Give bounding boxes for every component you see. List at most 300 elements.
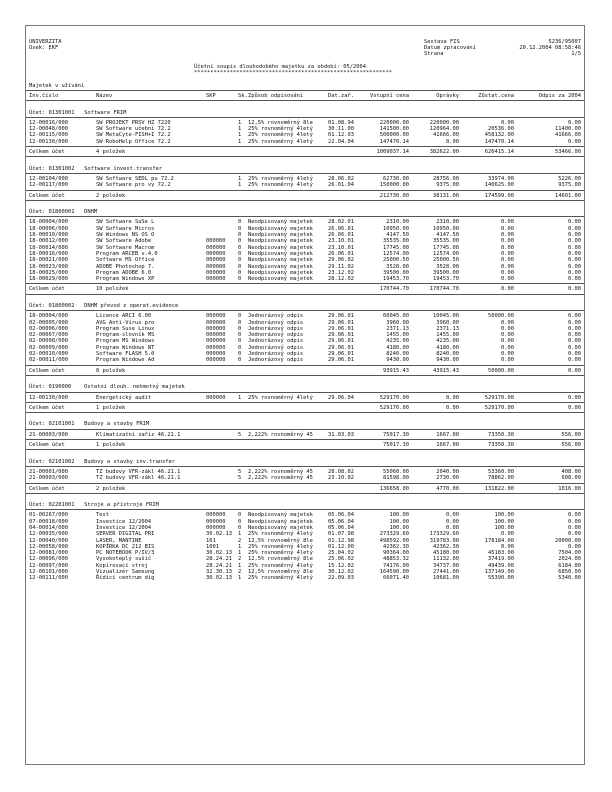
rule [26, 117, 584, 118]
cell: Celkem účet [29, 149, 65, 156]
cell: 0 [238, 238, 242, 245]
sestava-value: 5236/95007 [548, 38, 581, 45]
cell: 1 [238, 175, 242, 182]
cell: 4 položek [96, 149, 126, 156]
cell: 0.00 [501, 250, 514, 257]
cell: 000000 [206, 351, 226, 358]
cell: 12574.00 [383, 250, 409, 257]
cell: Celkem účet [29, 485, 65, 492]
cell: 2371.13 [436, 325, 459, 332]
cell: 1 [238, 138, 242, 145]
cell: 498592.00 [379, 537, 409, 544]
cell: 19453.70 [383, 276, 409, 283]
rule [26, 283, 584, 284]
cell: 1 [238, 575, 242, 582]
cell: 0 [238, 244, 242, 251]
cell: 12-00130/000 [29, 394, 68, 401]
column-header: Dat.zař. [328, 92, 354, 99]
cell: 05.06.04 [328, 525, 354, 531]
cell: 170744.70 [379, 286, 409, 293]
rule [26, 365, 584, 366]
cell: 3528.00 [436, 263, 459, 270]
column-header: Odpis za 2004 [538, 92, 581, 99]
cell: 29.06.02 [328, 257, 354, 264]
cell: 000000 [206, 257, 226, 264]
cell: 9375.00 [436, 182, 459, 189]
cell: 1455.00 [436, 332, 459, 339]
cell: 100.00 [494, 512, 514, 519]
rule [26, 449, 584, 450]
cell: 500000.00 [379, 132, 409, 139]
cell: 18-00004/000 [29, 313, 68, 320]
cell: 0 [238, 338, 242, 345]
cell: 136658.00 [379, 485, 409, 492]
cell: Vizualizér Samsung [96, 569, 155, 576]
cell: Jednorázový odpis [248, 338, 304, 345]
cell: 000000 [206, 332, 226, 339]
cell: 0 [238, 269, 242, 276]
cell: PC NOTEBOOK P/IV/3 [96, 550, 155, 557]
cell: 18-00016/000 [29, 250, 68, 257]
cell: Neodpisovaný majetek [248, 238, 313, 245]
cell: 2 položek [96, 192, 126, 199]
cell: 0.00 [568, 332, 581, 339]
table-row [26, 357, 584, 363]
cell: 0.00 [501, 238, 514, 245]
cell: 8 položek [96, 367, 126, 374]
cell: 4180.00 [386, 344, 409, 351]
cell: 608.00 [561, 475, 581, 482]
table-row [26, 182, 584, 188]
cell: 10681.00 [433, 575, 459, 582]
cell: 0.00 [568, 263, 581, 270]
cell: 1 [238, 182, 242, 189]
cell: 0.00 [568, 394, 581, 401]
cell: 12-00096/000 [29, 556, 68, 563]
cell: 25% rovnoměrný 4letý [248, 126, 313, 133]
cell: 12-00035/000 [29, 531, 68, 538]
cell: 556.00 [561, 431, 581, 438]
cell: 5226.00 [558, 175, 581, 182]
cell: 173329.60 [429, 531, 459, 538]
cell: 8240.00 [436, 351, 459, 358]
cell: 000000 [206, 338, 226, 345]
rule [26, 412, 584, 413]
cell: 120964.00 [429, 126, 459, 133]
cell: 178184.00 [484, 537, 514, 544]
cell: 0.00 [568, 518, 581, 525]
cell: 0.00 [568, 325, 581, 332]
rule [26, 100, 584, 101]
cell: 60045.00 [383, 313, 409, 320]
column-header: Způsob odpisování [248, 92, 304, 99]
cell: Investice 12/2004 [96, 525, 152, 531]
cell: 12-00117/000 [29, 182, 68, 189]
cell: Celkem účet [29, 442, 65, 449]
cell: Neodpisovaný majetek [248, 269, 313, 276]
account-title: Účet: 01301001 Software FRIM [29, 109, 127, 116]
account-title: Účet: 01800002 DNHM převod z operat.evidence [29, 302, 179, 309]
cell: Program MS Windows [96, 338, 155, 345]
cell: 0.00 [446, 518, 459, 525]
cell: Vysokoteplý sušič [96, 556, 152, 563]
cell: 3960.00 [386, 319, 409, 326]
cell: 28.24.21 [206, 556, 232, 563]
cell: 147470.14 [484, 138, 514, 145]
cell: 12,5% rovnoměrný 8le [248, 569, 313, 576]
cell: 02-00010/000 [29, 351, 68, 358]
cell: 0 [238, 232, 242, 239]
cell: Kopírovací stroj [96, 562, 148, 569]
cell: 2310.00 [386, 219, 409, 226]
account-title: Účet: 01800001 DNHM [29, 209, 98, 216]
cell: 15.12.02 [328, 562, 354, 569]
cell: 000000 [206, 518, 226, 525]
cell: 25% rovnoměrný 4letý [248, 182, 313, 189]
cell: 45183.00 [488, 550, 514, 557]
cell: Celkem účet [29, 192, 65, 199]
cell: 28.24.21 [206, 562, 232, 569]
cell: 0.00 [501, 531, 514, 538]
cell: 0 [238, 219, 242, 226]
table-row [26, 139, 584, 145]
cell: 0 [238, 344, 242, 351]
cell: 25000.50 [433, 257, 459, 264]
report-body [26, 39, 584, 582]
cell: 73350.30 [488, 431, 514, 438]
cell: Test [96, 512, 109, 519]
cell: 30.02.13 [206, 531, 232, 538]
cell: 000000 [206, 319, 226, 326]
cell: 48853.32 [383, 556, 409, 563]
cell: 9430.00 [436, 357, 459, 364]
rule [26, 146, 584, 147]
cell: 25000.50 [383, 257, 409, 264]
cell: Program ARCEB v.4.0 [96, 250, 158, 257]
cell: Klimatizační zaříz 46.21.1 [96, 431, 181, 438]
table-row [26, 276, 584, 282]
cell: 43915.43 [433, 367, 459, 374]
cell: 2,222% rovnoměrný 45 [248, 431, 313, 438]
cell: 02-00007/000 [29, 332, 68, 339]
cell: 1455.00 [386, 332, 409, 339]
rule [26, 90, 584, 91]
strana-label: Strana [424, 51, 444, 58]
cell: 000000 [206, 276, 226, 283]
cell: 21-00003/000 [29, 475, 68, 482]
cell: 29.11.02 [328, 263, 354, 270]
section-title: Majetek v užívání [29, 82, 85, 89]
cell: 0 [238, 332, 242, 339]
cell: SW Software SuSe L [96, 219, 155, 226]
cell: 2,222% rovnoměrný 45 [248, 468, 313, 475]
cell: 0.00 [568, 138, 581, 145]
cell: 22.09.03 [328, 575, 354, 582]
cell: Neodpisovaný majetek [248, 232, 313, 239]
cell: 0 [238, 250, 242, 257]
cell: 29.06.01 [328, 357, 354, 364]
cell: 1001 [206, 543, 219, 550]
cell: 0.00 [568, 257, 581, 264]
cell: 000000 [206, 512, 226, 519]
cell: Neodpisovaný majetek [248, 257, 313, 264]
cell: 35535.00 [383, 238, 409, 245]
cell: 28756.00 [433, 175, 459, 182]
column-header: Název [96, 92, 113, 99]
table-row [26, 395, 584, 401]
cell: 0.00 [568, 338, 581, 345]
cell: 0.00 [501, 232, 514, 239]
cell: 05.06.04 [328, 518, 354, 525]
cell: 38131.00 [433, 192, 459, 199]
column-header-row [26, 93, 584, 99]
cell: 174599.00 [484, 192, 514, 199]
cell: 18-00023/000 [29, 263, 68, 270]
cell: 10 položek [96, 286, 129, 293]
cell: 2 [238, 569, 242, 576]
header-row [26, 83, 584, 89]
cell: Energetický audit [96, 394, 152, 401]
cell: 12-00115/000 [29, 132, 68, 139]
cell: 12-00081/000 [29, 550, 68, 557]
cell: 4235.00 [386, 338, 409, 345]
cell: 28.02.01 [328, 219, 354, 226]
cell: 0 [238, 225, 242, 232]
unit-name: Úsek: EKF [29, 44, 59, 51]
cell: 28.12.02 [328, 276, 354, 283]
header-row [26, 166, 584, 172]
cell: 100.00 [389, 518, 409, 525]
cell: 9430.00 [386, 357, 409, 364]
cell: 2024.00 [558, 556, 581, 563]
cell: 1 položek [96, 442, 126, 449]
cell: 529170.00 [484, 404, 514, 411]
cell: 20000.00 [555, 537, 581, 544]
cell: 73350.30 [488, 442, 514, 449]
cell: Software FLASH 5.0 [96, 351, 155, 358]
cell: 30.02.13 [206, 575, 232, 582]
cell: 0.00 [568, 512, 581, 519]
sestava-label: Sestava FIS [424, 38, 460, 45]
cell: 626415.14 [484, 149, 514, 156]
cell: 000000 [206, 250, 226, 257]
cell: 75017.30 [383, 442, 409, 449]
cell: Celkem účet [29, 286, 65, 293]
cell: 8240.00 [386, 351, 409, 358]
cell: 3960.00 [436, 319, 459, 326]
cell: 23.10.01 [328, 244, 354, 251]
cell: 20536.00 [488, 126, 514, 133]
cell: 5340.00 [558, 575, 581, 582]
cell: Celkem účet [29, 404, 65, 411]
cell: 0.00 [501, 244, 514, 251]
cell: 0.00 [568, 404, 581, 411]
cell: SW Software Adobe [96, 238, 152, 245]
cell: 25% rovnoměrný 4letý [248, 575, 313, 582]
cell: 1009037.14 [376, 149, 409, 156]
cell: 0 [238, 518, 242, 525]
cell: Program Windows XP [96, 276, 155, 283]
cell: SW Software Micros [96, 225, 155, 232]
cell: 25% rovnoměrný 4letý [248, 531, 313, 538]
rule [26, 173, 584, 174]
cell: 6184.00 [558, 562, 581, 569]
cell: 18-00025/000 [29, 269, 68, 276]
cell: 01.12.03 [328, 132, 354, 139]
cell: 141500.00 [379, 126, 409, 133]
cell: 17745.00 [383, 244, 409, 251]
cell: Program-slovník MS [96, 332, 155, 339]
cell: 000000 [206, 357, 226, 364]
cell: 01.07.98 [328, 531, 354, 538]
cell: Jednorázový odpis [248, 319, 304, 326]
cell: 66071.40 [383, 575, 409, 582]
rule [26, 310, 584, 311]
cell: 100.00 [494, 518, 514, 525]
cell: 220000.00 [429, 119, 459, 126]
cell: 1 [238, 562, 242, 569]
cell: SW PROJEKT PRSV HZ 7220 [96, 119, 171, 126]
cell: 50000.00 [488, 367, 514, 374]
cell: 0.00 [501, 319, 514, 326]
cell: 30.11.00 [328, 126, 354, 133]
cell: 0.00 [446, 138, 459, 145]
account-title: Účet: 0190000 Ostatní dlouh. nehmotný majetek [29, 384, 185, 391]
cell: 28.06.02 [328, 175, 354, 182]
column-header: Zůstat.cena [478, 92, 514, 99]
cell: 1016.00 [558, 485, 581, 492]
cell: 5 [238, 468, 242, 475]
cell: 25% rovnoměrný 4letý [248, 138, 313, 145]
cell: AVG Anti-Virus pro [96, 319, 155, 326]
cell: 02-00006/000 [29, 325, 68, 332]
cell: 26.01.04 [328, 182, 354, 189]
cell: 19453.70 [433, 276, 459, 283]
cell: Program Windows Ad [96, 357, 155, 364]
cell: 26.06.01 [328, 250, 354, 257]
cell: 170744.70 [429, 286, 459, 293]
cell: 0 [238, 257, 242, 264]
cell: 29.06.04 [328, 394, 354, 401]
cell: 0 [238, 325, 242, 332]
strana-value: 1/5 [571, 51, 581, 58]
cell: 4770.00 [436, 485, 459, 492]
cell: Neodpisovaný majetek [248, 263, 313, 270]
cell: 32.30.13 [206, 569, 232, 576]
cell: 12-00016/000 [29, 119, 68, 126]
cell: 273329.60 [379, 531, 409, 538]
cell: 0.00 [568, 525, 581, 531]
cell: 2 [238, 537, 242, 544]
cell: 62730.00 [383, 175, 409, 182]
cell: 2371.13 [386, 325, 409, 332]
cell: 100.00 [389, 525, 409, 531]
cell: 49439.00 [488, 562, 514, 569]
cell: 0.00 [568, 232, 581, 239]
cell: 12-00058/000 [29, 543, 68, 550]
column-header: Sk. [238, 92, 248, 99]
column-header: SKP [206, 92, 216, 99]
rule [26, 375, 584, 376]
account-total-row [26, 368, 584, 374]
cell: 0.00 [446, 394, 459, 401]
cell: 25.06.02 [328, 556, 354, 563]
cell: 0.00 [501, 225, 514, 232]
cell: 0.00 [501, 263, 514, 270]
account-title: Účet: 02201001 Stroje a přístroje FRIM [29, 502, 159, 509]
cell: 000000 [206, 238, 226, 245]
cell: 11400.00 [555, 126, 581, 133]
cell: SW MetaCyte-FISH+I 72.2 [96, 132, 171, 139]
cell: 000000 [206, 269, 226, 276]
cell: SW RoboHelp Office 72.2 [96, 138, 171, 145]
cell: 26.06.01 [328, 225, 354, 232]
cell: 55060.00 [383, 468, 409, 475]
account-total-row [26, 286, 584, 292]
cell: 0.00 [568, 219, 581, 226]
cell: 0.00 [501, 338, 514, 345]
cell: 18-00004/000 [29, 219, 68, 226]
cell: Program ADOBE 6.0 [96, 269, 152, 276]
cell: 01.12.00 [328, 543, 354, 550]
table-row [26, 432, 584, 438]
datum-label: Datum zpracování [424, 44, 476, 51]
rule [26, 392, 584, 393]
cell: 25% rovnoměrný 4letý [248, 132, 313, 139]
cell: 01-00267/000 [29, 512, 68, 519]
cell: 529170.00 [379, 394, 409, 401]
cell: 0.00 [568, 543, 581, 550]
cell: 2310.00 [436, 219, 459, 226]
header-row [26, 421, 584, 427]
account-total-row [26, 442, 584, 448]
account-title: Účet: 02101002 Budovy a stavby inv.transfer [29, 458, 176, 465]
cell: Software MS Office [96, 257, 155, 264]
column-header: Inv.číslo [29, 92, 59, 99]
cell: 0 [238, 313, 242, 320]
account-total-row [26, 149, 584, 155]
account-total-row [26, 193, 584, 199]
cell: 140625.00 [484, 182, 514, 189]
cell: KOPÍRKA DC 212 BIS [96, 543, 155, 550]
cell: 0.00 [446, 512, 459, 519]
cell: 45180.00 [433, 550, 459, 557]
cell: 2040.00 [436, 468, 459, 475]
cell: SW Windows NS OS O [96, 232, 155, 239]
cell: 000000 [206, 394, 226, 401]
cell: 458132.00 [484, 132, 514, 139]
header-row [26, 459, 584, 465]
cell: Řídící centrum dig [96, 575, 155, 582]
cell: 81598.00 [383, 475, 409, 482]
cell: 25% rovnoměrný 4letý [248, 543, 313, 550]
cell: 31.03.03 [328, 431, 354, 438]
cell: LASER, MANTINE [96, 537, 142, 544]
cell: 26.06.01 [328, 232, 354, 239]
cell: Investice 12/2004 [96, 518, 152, 525]
cell: Neodpisovaný majetek [248, 525, 313, 531]
cell: ADOBE Photoshop 7. [96, 263, 155, 270]
cell: 12-00048/000 [29, 126, 68, 133]
cell: SERVER DIGITAL PRI [96, 531, 155, 538]
cell: 42362.30 [383, 543, 409, 550]
cell: 408.00 [561, 468, 581, 475]
cell: 100.00 [494, 525, 514, 531]
cell: 0.00 [501, 543, 514, 550]
cell: 0.00 [501, 276, 514, 283]
cell: 0.00 [568, 344, 581, 351]
cell: 05.06.04 [328, 512, 354, 519]
